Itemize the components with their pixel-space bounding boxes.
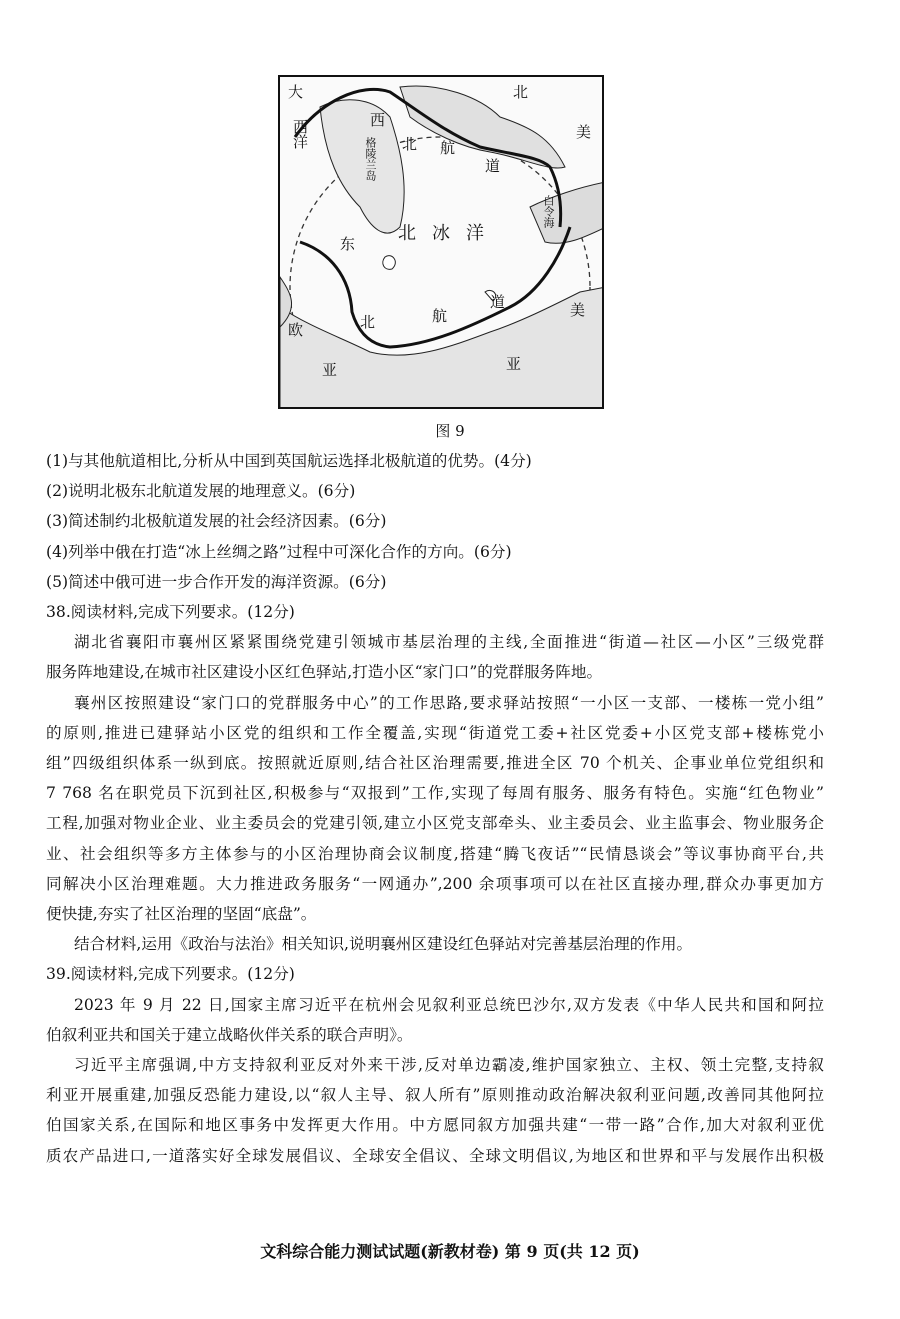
north-america-islands: [400, 83, 565, 168]
q39-p2-line-2: 利亚开展重建,加强反恐能力建设,以“叙人主导、叙人所有”原则推动政治解决叙利亚问题,改善同其他阿拉: [46, 1086, 824, 1105]
map-label-asia: 亚: [506, 355, 522, 373]
map-label-ne-dong: 东: [340, 235, 356, 253]
eurasia-shape: [280, 287, 604, 409]
map-label-nw-bei: 北: [402, 135, 418, 153]
map-label-america: 美: [576, 123, 592, 141]
q38-p2-line-2: 的原则,推进已建驿站小区党的组织和工作全覆盖,实现“街道党工委+社区党委+小区党支部+楼栋党小: [46, 723, 824, 742]
q39-p2-line-4: 质农产品进口,一道落实好全球发展倡议、全球安全倡议、全球文明倡议,为地区和世界和平与发展作出积极: [46, 1146, 824, 1165]
greenland-shape: [320, 100, 404, 233]
map-label-xiyang: 西洋: [291, 119, 309, 149]
map-label-arctic-ocean: 北冰洋: [398, 223, 500, 244]
map-label-ne-dao: 道: [490, 293, 506, 311]
question-5: (5)简述中俄可进一步合作开发的海洋资源。(6分): [46, 572, 387, 591]
question-4: (4)列举中俄在打造“冰上丝绸之路”过程中可深化合作的方向。(6分): [46, 542, 512, 561]
map-label-ne-bei: 北: [360, 313, 376, 331]
question-2: (2)说明北极东北航道发展的地理意义。(6分): [46, 482, 356, 501]
q38-p2-line-4: 7 768 名在职党员下沉到社区,积极参与“双报到”工作,实现了每周有服务、服务有特色。实施“红色物业”: [46, 784, 824, 803]
q38-task: 结合材料,运用《政治与法治》相关知识,说明襄州区建设红色驿站对完善基层治理的作用。: [74, 935, 693, 954]
map-label-europe-ya: 亚: [322, 361, 338, 379]
question-3: (3)简述制约北极航道发展的社会经济因素。(6分): [46, 512, 387, 531]
q39-p1-line-1: 2023 年 9 月 22 日,国家主席习近平在杭州会见叙利亚总统巴沙尔,双方发表《中华人民共和国和阿拉: [74, 995, 824, 1014]
q38-p2-line-1: 襄州区按照建设“家门口的党群服务中心”的工作思路,要求驿站按照“一小区一支部、一楼栋一党小组”: [74, 693, 824, 712]
page-footer: 文科综合能力测试试题(新教材卷) 第 9 页(共 12 页): [260, 1242, 640, 1261]
map-label-nw-xi: 西: [370, 111, 386, 129]
q38-p2-line-3: 组”四级组织体系一纵到底。按照就近原则,结合社区治理需要,推进全区 70 个机关、企事业单位党组织和: [46, 754, 824, 773]
islands-svalbard: [383, 256, 396, 270]
exam-text: [46, 446, 824, 1171]
question-1: (1)与其他航道相比,分析从中国到英国航运选择北极航道的优势。(4分): [46, 452, 532, 470]
q38-p1-line-1: 湖北省襄阳市襄州区紧紧围绕党建引领城市基层治理的主线,全面推进“街道—社区—小区”三级党群: [74, 633, 824, 652]
map-label-nw-dao: 道: [485, 157, 501, 175]
q38-p2-line-6: 业、社会组织等多方主体参与的小区治理协商会议制度,搭建“腾飞夜话”“民情恳谈会”等议事协商平台,共: [46, 844, 824, 863]
q38-p2-line-5: 工程,加强对物业企业、业主委员会的党建引领,建立小区党支部牵头、业主委员会、业主监事会、物业服务企: [46, 814, 824, 833]
q38-p2-line-7: 同解决小区治理难题。大力推进政务服务“一网通办”,200 余项事项可以在社区直接办理,群众办事更加方: [46, 874, 824, 893]
map-label-europe: 欧: [288, 321, 304, 339]
map-label-america-2: 美: [570, 301, 586, 319]
q39-p2-line-1: 习近平主席强调,中方支持叙利亚反对外来干涉,反对单边霸凌,维护国家独立、主权、领土完整,支持叙: [74, 1056, 824, 1075]
q38-p1-line-2: 服务阵地建设,在城市社区建设小区红色驿站,打造小区“家门口”的党群服务阵地。: [46, 663, 603, 682]
q39-p2-line-3: 伯国家关系,在国际和地区事务中发挥更大作用。中方愿同叙方加强共建“一带一路”合作,加大对叙利亚优: [46, 1116, 824, 1135]
q39-heading: 39.阅读材料,完成下列要求。(12分): [46, 965, 295, 984]
map-label-nw-hang: 航: [440, 139, 456, 157]
map-label-ne-hang: 航: [432, 307, 448, 325]
map-label-greenland: 格陵兰岛: [364, 137, 377, 181]
q39-p1-line-2: 伯叙利亚共和国关于建立战略伙伴关系的联合声明》。: [46, 1025, 413, 1044]
q38-p2-line-8: 便快捷,夯实了社区治理的坚固“底盘”。: [46, 905, 317, 924]
arctic-route-map: [278, 75, 604, 409]
map-label-bei: 北: [513, 83, 529, 101]
map-label-bering: 白令海: [542, 195, 555, 228]
q38-heading: 38.阅读材料,完成下列要求。(12分): [46, 603, 295, 622]
map-label-da: 大: [288, 83, 304, 101]
figure-caption: 图 9: [435, 422, 465, 440]
